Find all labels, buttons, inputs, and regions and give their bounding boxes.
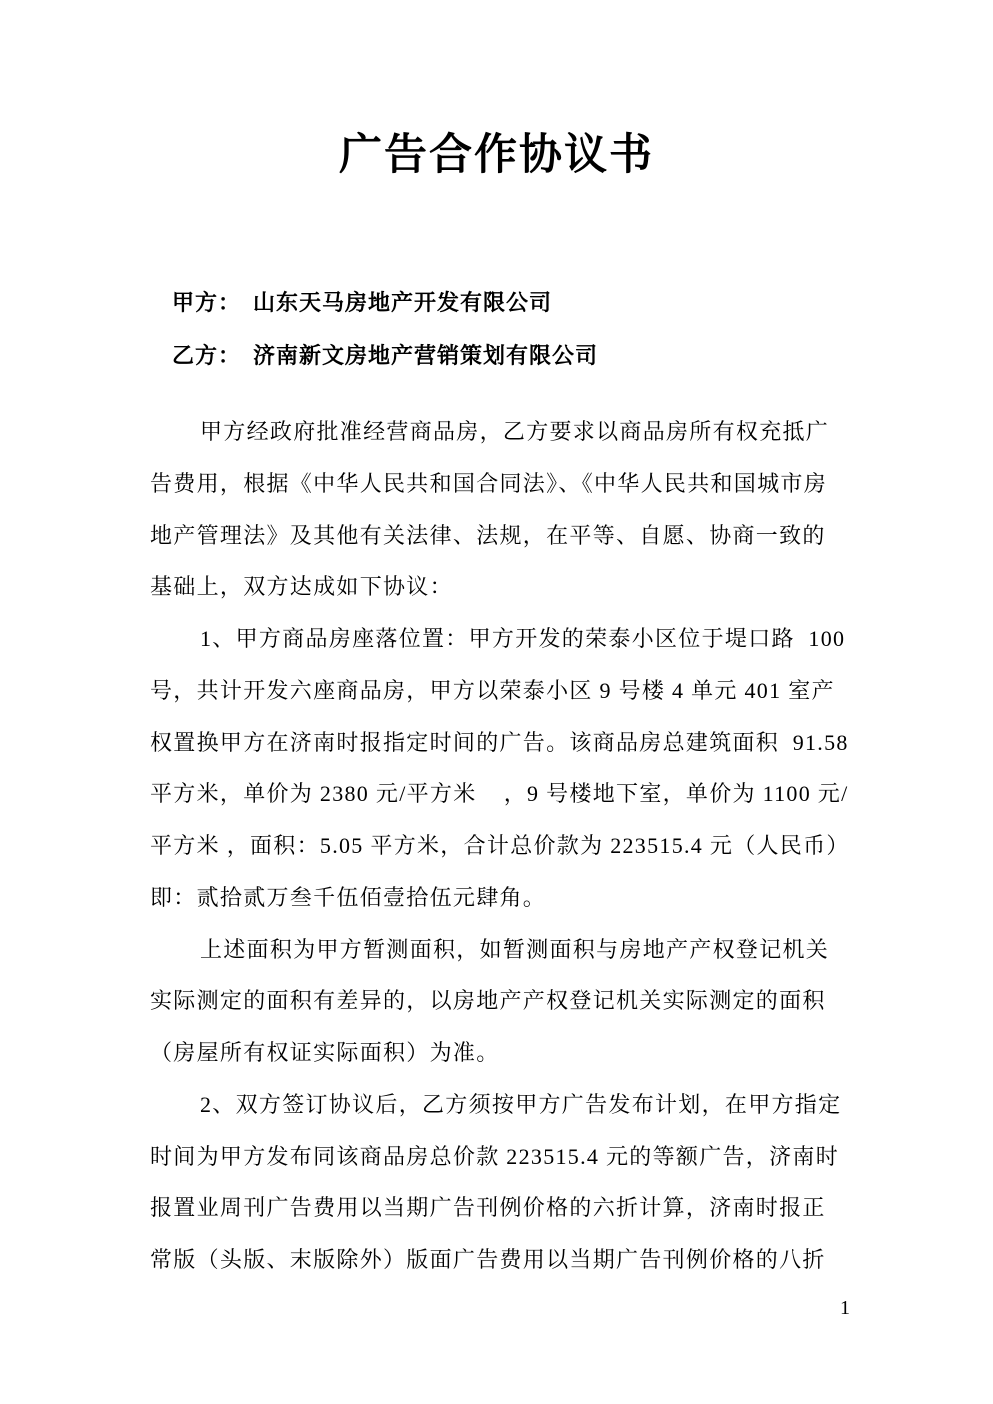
body-line: 权置换甲方在济南时报指定时间的广告。该商品房总建筑面积 91.58 [150, 729, 849, 755]
body-line: 平方米 ，面积：5.05 平方米，合计总价款为 223515.4 元（人民币） [150, 833, 850, 858]
body-line: 平方米，单价为 2380 元/平方米 ，9 号楼地下室，单价为 1100 元/ [150, 781, 849, 807]
body-line: 号，共计开发六座商品房，甲方以荣泰小区 9 号楼 4 单元 401 室产 [150, 677, 835, 703]
document-body [150, 406, 860, 1286]
party-a-name: 山东天马房地产开发有限公司 [253, 290, 553, 315]
body-line: 实际测定的面积有差异的，以房地产产权登记机关实际测定的面积 [150, 988, 826, 1014]
body-line: 2、双方签订协议后，乙方须按甲方广告发布计划，在甲方指定 [200, 1091, 842, 1117]
body-line: 1、甲方商品房座落位置：甲方开发的荣泰小区位于堤口路 100 [200, 626, 846, 651]
party-b-label: 乙方： [172, 343, 242, 368]
page-number: 1 [840, 1297, 850, 1319]
party-a-row [150, 258, 850, 315]
body-line: 时间为甲方发布同该商品房总价款 223515.4 元的等额广告，济南时 [150, 1143, 840, 1169]
party-b-row [150, 311, 850, 368]
party-b-name: 济南新文房地产营销策划有限公司 [253, 343, 599, 368]
body-line: 即：贰拾贰万叁千伍佰壹拾伍元肆角。 [150, 884, 547, 910]
document-title: 广告合作协议书 [339, 132, 654, 179]
body-line: 上述面积为甲方暂测面积，如暂测面积与房地产产权登记机关 [200, 936, 830, 962]
body-line: 基础上，双方达成如下协议： [150, 574, 453, 600]
body-line: 甲方经政府批准经营商品房，乙方要求以商品房所有权充抵广 [200, 419, 830, 444]
body-line: 告费用，根据《中华人民共和国合同法》、《中华人民共和国城市房 [150, 470, 828, 496]
body-line: 报置业周刊广告费用以当期广告刊例价格的六折计算，济南时报正 [150, 1195, 826, 1221]
party-a-label: 甲方： [172, 290, 242, 315]
body-line: 常版（头版、末版除外）版面广告费用以当期广告刊例价格的八折 [150, 1247, 826, 1272]
body-line: （房屋所有权证实际面积）为准。 [150, 1040, 500, 1065]
body-line: 地产管理法》及其他有关法律、法规，在平等、自愿、协商一致的 [150, 522, 826, 548]
